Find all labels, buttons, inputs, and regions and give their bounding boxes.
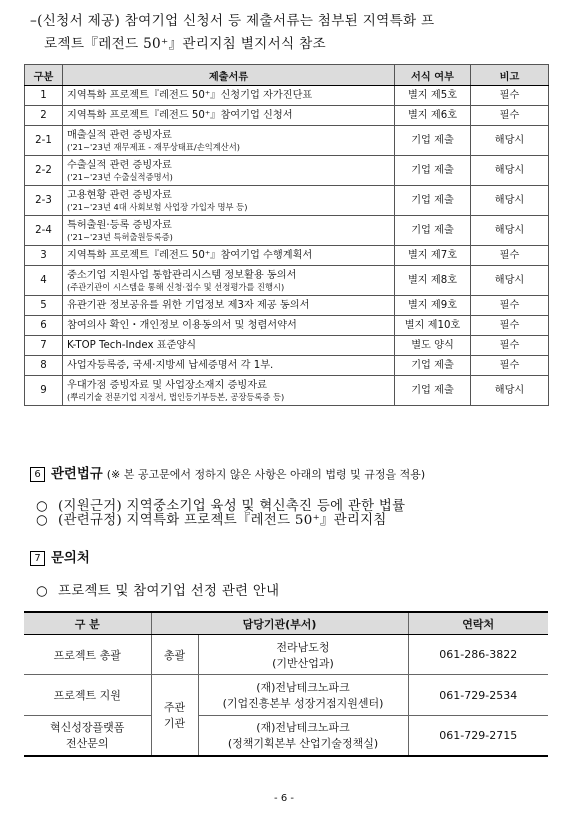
contact-organization — [198, 675, 408, 716]
note-text: 필수 — [499, 110, 520, 121]
table-row — [25, 126, 549, 156]
document-title-text: 지역특화 프로젝트『레전드 50⁺』신청기업 자가진단표 — [67, 90, 313, 101]
row-number-text: 2-4 — [35, 225, 52, 236]
row-number — [25, 126, 63, 156]
contact-organization — [198, 716, 408, 756]
row-number-text: 2 — [40, 110, 47, 121]
document-title-text: 매출실적 관련 증빙자료 — [67, 130, 172, 141]
document-title-detail: (뿌리기술 전문기업 지정서, 법인등기부등본, 공장등록증 등) — [67, 392, 285, 402]
table-row — [25, 246, 549, 266]
contact-table-header — [24, 612, 548, 635]
row-number — [25, 156, 63, 186]
table-row — [25, 336, 549, 356]
table-row — [24, 635, 548, 675]
document-title — [63, 216, 395, 246]
form-status-text: 별지 제10호 — [404, 320, 461, 331]
category-line-1: 혁신성장플랫폼 — [50, 721, 125, 735]
header-organization: 담당기관(부서) — [151, 612, 408, 635]
section-6-heading — [30, 463, 425, 482]
form-status — [395, 336, 471, 356]
note-text: 해당시 — [494, 165, 525, 176]
organization-name: (재)전남테크노파크 — [256, 721, 350, 735]
contact-category — [24, 716, 151, 756]
documents-table-header — [25, 65, 549, 86]
form-status-text: 별지 제8호 — [407, 275, 458, 286]
bullet-text: (관련규정) 지역특화 프로젝트『레전드 50⁺』관리지침 — [58, 513, 387, 528]
bullet-text: (지원근거) 지역중소기업 육성 및 혁신촉진 등에 관한 법률 — [58, 499, 406, 514]
document-title-detail: ('21~'23년 4대 사회보험 사업장 가입자 명부 등) — [67, 202, 248, 212]
note-text: 필수 — [499, 340, 520, 351]
table-row — [25, 86, 549, 106]
form-status-text: 기업 제출 — [411, 225, 454, 236]
note — [471, 186, 549, 216]
note-text: 필수 — [499, 320, 520, 331]
row-number — [25, 266, 63, 296]
intro-paragraph — [30, 10, 550, 56]
bullet-circle-icon: ○ — [36, 584, 48, 599]
note — [471, 266, 549, 296]
note-text: 해당시 — [494, 275, 525, 286]
document-title-text: 중소기업 지원사업 통합관리시스템 정보활용 동의서 — [67, 270, 297, 281]
row-number — [25, 336, 63, 356]
table-row — [25, 186, 549, 216]
note-text: 필수 — [499, 360, 520, 371]
form-status — [395, 266, 471, 296]
note — [471, 316, 549, 336]
form-status-text: 기업 제출 — [411, 195, 454, 206]
document-title-text: 유관기관 정보공유를 위한 기업정보 제3자 제공 동의서 — [67, 300, 310, 311]
section-number: 7 — [30, 551, 45, 566]
document-title-text: 우대가점 증빙자료 및 사업장소재지 증빙자료 — [67, 380, 267, 391]
table-row — [24, 675, 548, 716]
section-title: 문의처 — [51, 551, 90, 566]
note — [471, 296, 549, 316]
organization-dept: (기업진흥본부 성장거점지원센터) — [222, 697, 384, 710]
document-title-text: 지역특화 프로젝트『레전드 50⁺』참여기업 수행계획서 — [67, 250, 313, 261]
form-status — [395, 376, 471, 406]
bullet-text: 프로젝트 및 참여기업 선정 관련 안내 — [58, 584, 280, 599]
document-title-text: K-TOP Tech-Index 표준양식 — [67, 340, 197, 351]
header-documents: 제출서류 — [63, 65, 395, 86]
contact-role: 총괄 — [151, 635, 198, 675]
row-number-text: 5 — [40, 300, 47, 311]
contact-organization — [198, 635, 408, 675]
row-number — [25, 356, 63, 376]
row-number-text: 4 — [40, 275, 47, 286]
form-status-text: 기업 제출 — [411, 360, 454, 371]
bullet-circle-icon: ○ — [36, 499, 48, 514]
row-number-text: 1 — [40, 90, 47, 101]
organization-name: (재)전남테크노파크 — [256, 681, 350, 694]
intro-line-2: 로젝트『레전드 50⁺』관리지침 별지서식 참조 — [44, 36, 326, 52]
row-number — [25, 316, 63, 336]
table-row — [25, 356, 549, 376]
document-title — [63, 266, 395, 296]
header-note: 비고 — [471, 65, 549, 86]
header-contact: 연락처 — [408, 612, 548, 635]
document-title-text: 지역특화 프로젝트『레전드 50⁺』참여기업 신청서 — [67, 110, 293, 121]
row-number — [25, 246, 63, 266]
note — [471, 126, 549, 156]
document-title-detail: ('21~'23년 재무제표 - 재무상태표/손익계산서) — [67, 142, 241, 152]
table-row — [25, 106, 549, 126]
document-title — [63, 336, 395, 356]
document-title-text: 고용현황 관련 증빙자료 — [67, 190, 172, 201]
note — [471, 106, 549, 126]
form-status-text: 기업 제출 — [411, 385, 454, 396]
note — [471, 356, 549, 376]
form-status — [395, 296, 471, 316]
contact-category: 프로젝트 지원 — [24, 675, 151, 716]
note-text: 해당시 — [494, 195, 525, 206]
form-status — [395, 106, 471, 126]
row-number-text: 2-2 — [35, 165, 52, 176]
note — [471, 216, 549, 246]
note — [471, 156, 549, 186]
row-number — [25, 216, 63, 246]
document-title — [63, 156, 395, 186]
row-number-text: 9 — [40, 385, 47, 396]
document-title-detail: (주관기관이 시스템을 통해 신청·접수 및 선정평가를 진행시) — [67, 282, 285, 292]
document-title — [63, 376, 395, 406]
contact-phone: 061-286-3822 — [408, 635, 548, 675]
header-category: 구 분 — [24, 612, 151, 635]
row-number — [25, 376, 63, 406]
form-status-text: 별지 제5호 — [407, 90, 458, 101]
form-status — [395, 216, 471, 246]
form-status — [395, 316, 471, 336]
note-text: 필수 — [499, 300, 520, 311]
table-row — [25, 316, 549, 336]
note — [471, 336, 549, 356]
note — [471, 376, 549, 406]
section-note: (※ 본 공고문에서 정하지 않은 사항은 아래의 법령 및 규정을 적용) — [106, 468, 426, 481]
section-number: 6 — [30, 467, 45, 482]
table-row — [25, 156, 549, 186]
form-status — [395, 356, 471, 376]
note-text: 필수 — [499, 90, 520, 101]
row-number — [25, 296, 63, 316]
document-title — [63, 296, 395, 316]
form-status-text: 별지 제6호 — [407, 110, 458, 121]
category-line-2: 전산문의 — [65, 737, 109, 751]
row-number-text: 2-3 — [35, 195, 52, 206]
document-title — [63, 316, 395, 336]
form-status — [395, 126, 471, 156]
row-number — [25, 86, 63, 106]
note — [471, 86, 549, 106]
row-number-text: 7 — [40, 340, 47, 351]
header-form: 서식 여부 — [395, 65, 471, 86]
section-title: 관련법규 — [51, 467, 103, 482]
row-number-text: 6 — [40, 320, 47, 331]
table-row — [25, 216, 549, 246]
table-row — [24, 716, 548, 756]
note-text: 해당시 — [494, 135, 525, 146]
table-row — [25, 266, 549, 296]
note-text: 필수 — [499, 250, 520, 261]
form-status-text: 별지 제9호 — [407, 300, 458, 311]
intro-line-1: –(신청서 제공) 참여기업 신청서 등 제출서류는 첨부된 지역특화 프 — [30, 13, 435, 29]
form-status — [395, 156, 471, 186]
form-status-text: 별도 양식 — [411, 340, 454, 351]
document-title — [63, 106, 395, 126]
document-title-text: 참여의사 확인・개인정보 이용동의서 및 청렴서약서 — [67, 320, 297, 331]
role-line-1: 주관 — [163, 700, 186, 714]
row-number-text: 8 — [40, 360, 47, 371]
row-number — [25, 186, 63, 216]
documents-table — [24, 64, 549, 406]
contact-category: 프로젝트 총괄 — [24, 635, 151, 675]
row-number-text: 2-1 — [35, 135, 52, 146]
note-text: 해당시 — [494, 225, 525, 236]
form-status-text: 기업 제출 — [411, 135, 454, 146]
document-title — [63, 356, 395, 376]
form-status — [395, 246, 471, 266]
form-status-text: 별지 제7호 — [407, 250, 458, 261]
document-title — [63, 86, 395, 106]
contact-role — [151, 675, 198, 756]
organization-dept: (정책기획본부 산업기술정책실) — [227, 737, 379, 751]
document-title-detail: ('21~'23년 특허출원등록증) — [67, 232, 173, 242]
document-title — [63, 186, 395, 216]
header-category: 구분 — [25, 65, 63, 86]
role-line-2: 기관 — [163, 716, 186, 730]
note — [471, 246, 549, 266]
row-number-text: 3 — [40, 250, 47, 261]
contact-table — [24, 611, 548, 757]
contact-phone: 061-729-2715 — [408, 716, 548, 756]
form-status — [395, 186, 471, 216]
table-row — [25, 376, 549, 406]
documents-table-body — [25, 86, 549, 406]
bullet-circle-icon: ○ — [36, 513, 48, 528]
organization-name: 전라남도청 — [276, 640, 330, 654]
document-title-detail: ('21~'23년 수출실적증명서) — [67, 172, 173, 182]
bullet-related-rules — [36, 509, 387, 528]
row-number — [25, 106, 63, 126]
document-title — [63, 126, 395, 156]
organization-dept: (기반산업과) — [272, 656, 334, 670]
section-7-heading — [30, 547, 90, 566]
form-status — [395, 86, 471, 106]
bullet-inquiry — [36, 580, 279, 599]
document-title-text: 사업자등록증, 국세·지방세 납세증명서 각 1부. — [67, 360, 274, 371]
document-title-text: 특허출원·등록 증빙자료 — [67, 220, 172, 231]
table-row — [25, 296, 549, 316]
note-text: 해당시 — [494, 385, 525, 396]
document-title — [63, 246, 395, 266]
form-status-text: 기업 제출 — [411, 165, 454, 176]
document-title-text: 수출실적 관련 증빙자료 — [67, 160, 172, 171]
page-number: - 6 - — [274, 793, 294, 804]
contact-phone: 061-729-2534 — [408, 675, 548, 716]
